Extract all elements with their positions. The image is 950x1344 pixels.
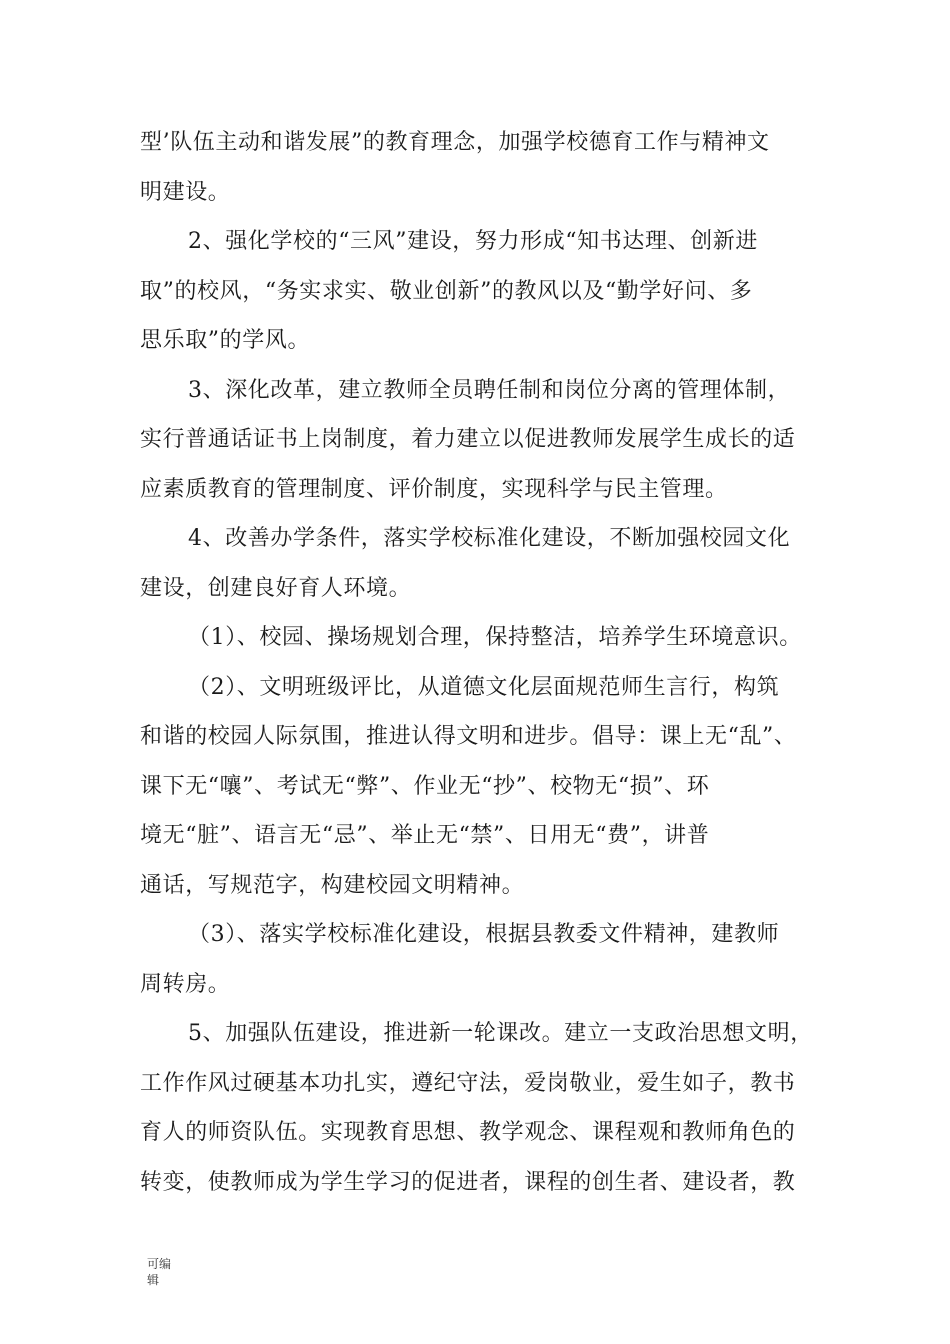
text-line: 转变，使教师成为学生学习的促进者，课程的创生者、建设者，教 (140, 1169, 796, 1195)
text-line: 明建设。 (140, 179, 231, 205)
text-line: 通话，写规范字，构建校园文明精神。 (140, 872, 525, 898)
text-line: 思乐取”的学风。 (140, 328, 311, 353)
text-line: 周转房。 (140, 971, 231, 997)
text-line: 境无“脏”、语言无“忌”、举止无“禁”、日用无“费”，讲普 (140, 823, 710, 848)
text-line-item-3: 3、深化改革，建立教师全员聘任制和岗位分离的管理体制， (188, 377, 791, 403)
text-line: 型’队伍主动和谐发展”的教育理念，加强学校德育工作与精神文 (140, 130, 770, 155)
text-line-subitem-2: （2）、文明班级评比，从道德文化层面规范师生言行，构筑 (188, 674, 780, 700)
editable-footer-note (147, 1256, 171, 1288)
text-line: 建设，创建良好育人环境。 (140, 575, 412, 601)
text-line: 应素质教育的管理制度、评价制度，实现科学与民主管理。 (140, 476, 728, 502)
text-line-item-2: 2、强化学校的“三风”建设，努力形成“知书达理、创新进 (188, 229, 758, 254)
text-line-subitem-1: （1）、校园、操场规划合理，保持整洁，培养学生环境意识。 (188, 625, 802, 650)
text-line-item-4: 4、改善办学条件，落实学校标准化建设，不断加强校园文化 (188, 526, 791, 551)
text-line: 课下无“嚷”、考试无“弊”、作业无“抄”、校物无“损”、环 (140, 773, 710, 799)
text-line-subitem-3: （3）、落实学校标准化建设，根据县教委文件精神，建教师 (188, 922, 780, 947)
text-line: 和谐的校园人际氛围，推进认得文明和进步。倡导：课上无“乱”、 (140, 724, 797, 749)
footer-line-2: 辑 (147, 1273, 160, 1287)
text-line: 实行普通话证书上岗制度，着力建立以促进教师发展学生成长的适 (140, 427, 796, 452)
text-line-item-5: 5、加强队伍建设，推进新一轮课改。建立一支政治思想文明， (188, 1021, 813, 1046)
text-line: 育人的师资队伍。实现教育思想、教学观念、课程观和教师角色的 (140, 1120, 796, 1145)
document-body (140, 118, 840, 1207)
text-line: 取”的校风，“务实求实、敬业创新”的教风以及“勤学好问、多 (140, 278, 753, 304)
text-line: 工作作风过硬基本功扎实，遵纪守法，爱岗敬业，爱生如子，教书 (140, 1070, 796, 1096)
footer-line-1: 可编 (147, 1257, 172, 1271)
